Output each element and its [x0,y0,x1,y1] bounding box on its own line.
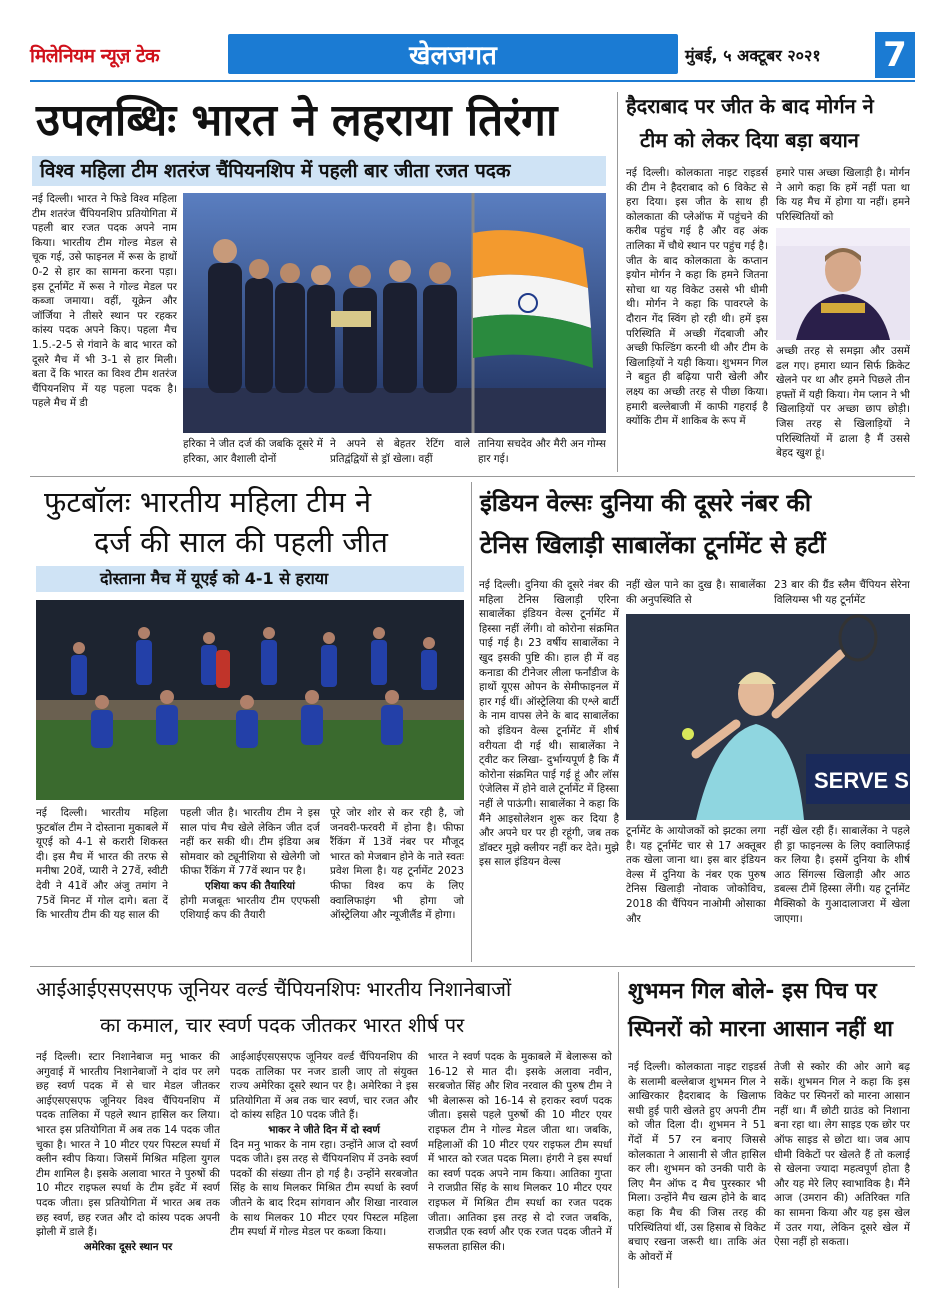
chess-deck: विश्व महिला टीम शतरंज चैंपियनशिप में पहली बार जीता रजत पदक [32,156,606,186]
section-title: खेलजगत [409,41,497,71]
tennis-headline-line2: टेनिस खिलाड़ी साबालेंका टूर्नामेंट से हटीं [480,531,826,559]
column-rule-3 [618,972,619,1288]
masthead [30,32,915,78]
football-headline-line1: फुटबॉलः भारतीय महिला टीम ने [44,485,372,519]
football-col3: पूरे जोर शोर से कर रही है, जो जनवरी-फरवरी में होना है। फीफा रैंकिंग में 13वें नंबर पर मौजूद भारत को मेजबान होने के नाते स्वतः प्रवेश मिला है। यह टूर्नामेंट 2023 फीफा विश्व कप के लिए क्वालिफाइंग भी होगा जो ऑस्ट्रेलिया और न्यूजीलैंड में होगा। [330,807,464,922]
football-team-photo [36,600,464,800]
tennis-headline-line1: इंडियन वेल्सः दुनिया की दूसरे नंबर की [480,489,812,517]
football-subhead: एशिया कप की तैयारियां [205,879,295,892]
morgan-photo [776,228,910,340]
column-rule-2 [471,482,472,962]
masthead-rule [30,80,915,82]
shooting-subhead-2: भाकर ने जीते दिन में दो स्वर्ण [268,1123,380,1136]
morgan-col2-top: हमारे पास अच्छा खिलाड़ी है। मोर्गन ने आगे कहा कि हमें नहीं पता था कि यह मैच में होगा या नहीं। हमने परिस्थितियों को [776,167,910,223]
chess-team-photo [183,193,606,433]
morgan-col1: नई दिल्ली। कोलकाता नाइट राइडर्स की टीम ने हैदराबाद को 6 विकेट से हरा दिया। इस जीत के साथ ही कोलकाता की प्लेऑफ में पहुंचने की करीब पहुंच गई है और वह अंक तालिका में चौथे स्थान पर पहुंच गई है। जीत के बाद कोलकाता के कप्तान इयोन मोर्गन ने कहा कि हमने जितना सोचा था यह विकेट उससे भी धीमी थी। मोर्गन ने कहा कि पावरप्ले के दौरान गेंद स्विंग हो रही थी। हमें इस परिस्थिति में अच्छी गेंदबाजी और अच्छी फिल्डिंग करनी थी और टीम के खिलाड़ियों ने यही किया। शुभमन गिल ने बहुत ही बढ़िया पारी खेली और लक्ष्य का अच्छी तरह से पीछा किया। हमारी बल्लेबाजी में काफी गहराई है क्योंकि टीम में शाकिब के रूप में [626,167,768,428]
chess-col1: नई दिल्ली। भारत ने फिडे विश्व महिला टीम शतरंज चैंपियनशिप प्रतियोगिता में पहली बार रजत पदक अपने नाम किया। भारतीय टीम गोल्ड मेडल से चूक गई, उसे फाइनल में रूस के हाथों 0-2 से हार का सामना करना पड़ा। इस टूर्नामेंट में रूस ने गोल्ड मेडल पर कब्जा जमाया। वहीं, यूक्रेन और जॉर्जिया ने तीसरे स्थान पर रहकर कांस्य पदक अपने किए। पहला मैच 1.5.-2-5 से गंवाने के बाद भारत को दूसरे मैच में भी 3-1 से हार मिली। बता दें कि भारत का विश्व टीम शतरंज चैंपियनशिप में यह पहला पदक है। पहले मैच में डी [32,193,177,410]
shooting-col3: भारत ने स्वर्ण पदक के मुकाबले में बेलारूस को 16-12 से मात दी। इसके अलावा नवीन, सरबजोत सिंह और शिव नरवाल की पुरुष टीम ने भी बेलारूस को 16-14 से हराकर स्वर्ण पदक जीता। इससे पहले पुरुषों की 10 मीटर एयर राइफल टीम ने गोल्ड मेडल जीता था। जबकि, महिलाओं की 10 मीटर एयर राइफल टीम स्पर्धा में भारत को रजत पदक मिला। हंगरी ने इस स्पर्धा का स्वर्ण पदक अपने नाम किया। आतिका गुप्ता ने राजप्रीत सिंह के साथ मिलकर 10 मीटर एयर राइफल में मिश्रित टीम स्पर्धा का रजत पदक जीता। आतिका इस तरह से दो रजत जबकि, राजप्रीत एक स्वर्ण और एक रजत पदक जीतने में सफलता हासिल की। [428,1051,612,1253]
shooting-subhead-1: अमेरिका दूसरे स्थान पर [83,1240,173,1253]
section-banner [228,34,678,74]
chess-caption-c: तानिया सचदेव और मैरी अन गोम्स हार गई। [478,438,606,465]
football-col2-wrap [180,806,320,966]
chess-headline: उपलब्धिः भारत ने लहराया तिरंगा [36,95,558,146]
section-rule-2 [30,966,915,967]
shooting-col2: आईआईएसएसएफ जूनियर वर्ल्ड चैंपियनशिप की पदक तालिका पर नजर डाली जाए तो संयुक्त राज्य अमेरिका दूसरे स्थान पर है। अमेरिका ने इस प्रतियोगिता में अब तक चार स्वर्ण, चार रजत और दो कांस्य सहित 10 पदक जीते हैं। [230,1051,418,1122]
gill-col2: तेजी से स्कोर की ओर आगे बढ़ सकें। शुभमन गिल ने कहा कि इस विकेट पर स्पिनरों को मारना आसान नहीं था। मैं छोटी ग्राउंड को निशाना बना रहा था। लेग साइड एक छोर पर ऑफ साइड से छोटा था। जब आप धीमी विकेटों पर खेलते हैं तो कलाई से खेलना ज्यादा महत्वपूर्ण होता है और यह मेरे लिए स्वाभाविक है। मैंने आज (उमरान की) अतिरिक्त गति का सामना किया और यह इस खेल में उतर गया, लेकिन दूसरे खेल में ऐसा नहीं हो सकता। [774,1061,910,1249]
football-headline-line2: दर्ज की साल की पहली जीत [94,525,388,559]
gill-headline-line2: स्पिनरों को मारना आसान नहीं था [628,1017,893,1042]
section-rule [30,476,915,477]
tennis-col2-top: नहीं खेल पाने का दुख है। साबालेंका की अनुपस्थिति से [626,579,766,606]
shooting-col2-wrap [230,1050,418,1288]
brand-block [30,32,225,78]
morgan-headline-line1: हैदराबाद पर जीत के बाद मोर्गन ने [626,94,874,118]
shooting-headline-line2: का कमाल, चार स्वर्ण पदक जीतकर भारत शीर्ष पर [100,1013,465,1037]
column-rule [617,92,618,472]
chess-caption-b: ने अपने से बेहतर रेटिंग वाले प्रतिद्वंद्वियों से ड्रॉ खेला। वहीं [330,438,470,465]
shooting-col1: नई दिल्ली। स्टार निशानेबाज मनु भाकर की अगुवाई में भारतीय निशानेबाजों ने दांव पर लगे छह स्वर्ण पदक में से चार मेडल जीतकर आईएसएसएफ जूनियर विश्व चैंपियनशिप में पदक तालिका में पहले स्थान हासिल कर लिया। भारत इस प्रतियोगिता में अब तक 14 पदक जीत चुका है। भारत ने 10 मीटर एयर पिस्टल स्पर्धा में क्लीन स्वीप किया। जिसमें मिश्रित महिला युगल टीम शामिल है। इसके अलावा भारत ने पुरुषों की 10 मीटर राइफल स्पर्धा के टीम इवेंट में स्वर्ण पदक जीता। इस प्रतियोगिता में भारत अब तक छह स्वर्ण, छह रजत और दो कांस्य पदक अपनी झोली में डाले हैं। [36,1051,220,1239]
tennis-col2-bottom: टूर्नामेंट के आयोजकों को झटका लगा है। यह टूर्नामेंट चार से 17 अक्तूबर तक खेला जाना था। इस बार इंडियन वेल्स में दुनिया के नंबर एक पुरुष टेनिस खिलाड़ी नोवाक जोकोविच, 2018 की चैंपियन नाओमी ओसाका और [626,825,766,925]
gill-headline-line1: शुभमन गिल बोले- इस पिच पर [628,979,877,1004]
shooting-col2-b: दिन मनु भाकर के नाम रहा। उन्होंने आज दो स्वर्ण पदक जीते। इस तरह से चैंपियनशिप में उनके स्वर्ण पदकों की संख्या तीन हो गई है। उन्होंने सरबजोत सिंह के साथ मिलकर मिश्रित टीम स्पर्धा के स्वर्ण जीतने के बाद रिदम सांगवान और शिखा नारवाल के साथ मिलकर 10 मीटर एयर पिस्टल महिला टीम स्पर्धा में गोल्ड मेडल पर कब्जा किया। [230,1138,418,1239]
shooting-headline-line1: आईआईएसएसएफ जूनियर वर्ल्ड चैंपियनशिपः भारतीय निशानेबाजों [36,977,512,1001]
football-col1: नई दिल्ली। भारतीय महिला फुटबॉल टीम ने दोस्ताना मुकाबले में यूएई को 4-1 से करारी शिकस्त दी। इस मैच में भारत की तरफ से मनीषा 20वें, प्यारी ने 27वें, स्वीटी देवी ने 41वें और अंजु तमांग ने 75वें मिनट में गोल दागे। बता दें कि भारतीय टीम की यह साल की [36,807,168,922]
football-deck: दोस्ताना मैच में यूएई को 4-1 से हराया [36,566,464,592]
chess-caption-a: हरिका ने जीत दर्ज की जबकि दूसरे में हरिका, आर वैशाली दोनों [183,438,323,465]
tennis-photo [626,614,910,820]
tennis-banner-text: SERVE S [814,768,909,793]
page-number: 7 [875,32,915,78]
tennis-col3-bottom: नहीं खेल रही हैं। साबालेंका ने पहले ही ड्रा फाइनल्स के लिए क्वालिफाई कर लिया है। इसमें दुनिया के शीर्ष आठ सिंगल्स खिलाड़ी और आठ डबल्स टीमें हिस्सा लेंगी। यह टूर्नामेंट मैक्सिको के गुआदालाजरा में खेला जाएगा। [774,825,910,925]
shooting-col1-wrap [36,1050,220,1288]
tennis-col1: नई दिल्ली। दुनिया की दूसरे नंबर की महिला टेनिस खिलाड़ी एरिना साबालेंका इंडियन वेल्स टूर्नामेंट में हिस्सा नहीं लेंगी। वो कोरोना संक्रमित पाई गई है। 23 वर्षीय साबालेंका ने खुद इसकी पुष्टि की। हाल ही में वह कनाडा की टीनेजर लीला फर्नांडीज के हाथों यूएस ओपन के सेमीफाइनल में हार गई थीं। ऑस्ट्रेलिया की एश्ले बार्टी के नाम वापस लेने के बाद साबालेंका को इंडियन वेल्स टूर्नामेंट में शीर्ष वरीयता दी गई थी। साबालेंका ने ट्वीट कर लिखा- दुर्भाग्यपूर्ण है कि मैं कोरोना संक्रमित पाई गई हूं और लॉस एंजेलिस में होने वाले टूर्नामेंट में हिस्सा नहीं ले पाऊंगी। साबालेंका ने कहा कि मैंने आइसोलेशन शुरू कर दिया है और अपने घर पर ही रहूंगी, जब तक डॉक्टर मुझे क्लीयर नहीं कर देते। मुझे इस साल इंडियन वेल्स [479,579,619,869]
football-col2: पहली जीत है। भारतीय टीम ने इस साल पांच मैच खेले लेकिन जीत दर्ज नहीं कर सकी थी। टीम इंडिया अब सोमवार को ट्यूनीशिया से खेलेगी जो फीफा रैंकिंग में 77वें स्थान पर है। [180,807,320,878]
football-col2-b: होगी मजबूतः भारतीय टीम एएफसी एशियाई कप की तैयारी [180,894,320,922]
morgan-col2-bottom: अच्छी तरह से समझा और उसमें ढल गए। हमारा ध्यान सिर्फ क्रिकेट खेलने पर था और हमने पिछले तीन हफ्तों में यही किया। गेम प्लान ने भी खिलाड़ियों पर अच्छा छाप छोड़ी। जिस तरह से खिलाड़ियों ने परिस्थितियों में ढाला है मैं उससे बेहद खुश हूं। [776,345,910,460]
gill-col1: नई दिल्ली। कोलकाता नाइट राइडर्स के सलामी बल्लेबाज शुभमन गिल ने आखिरकार हैदराबाद के खिलाफ सधी हुई पारी खेलते हुए अपनी टीम को जीत दिला दी। शुभमन ने 51 गेंदों में 57 रन बनाए जिससे कोलकाता ने आसानी से जीत हासिल कर ली। शुभमन को उनकी पारी के लिए मैन ऑफ द मैच पुरस्कार भी मिला। उन्होंने मैच खत्म होने के बाद कहा कि मैच की जिस तरह की परिस्थितियां थीं, उस हिसाब से विकेट बचाए रखना जरूरी था। ताकि अंत के ओवरों में [628,1061,766,1263]
dateline: मुंबई, ५ अक्टूबर २०२१ [685,46,821,65]
tennis-col3-top: 23 बार की ग्रैंड स्लैम चैंपियन सेरेना विलियम्स भी यह टूर्नामेंट [774,579,910,606]
morgan-headline-line2: टीम को लेकर दिया बड़ा बयान [640,128,859,152]
brand-name: मिलेनियम न्यूज़ टेक [30,45,160,67]
